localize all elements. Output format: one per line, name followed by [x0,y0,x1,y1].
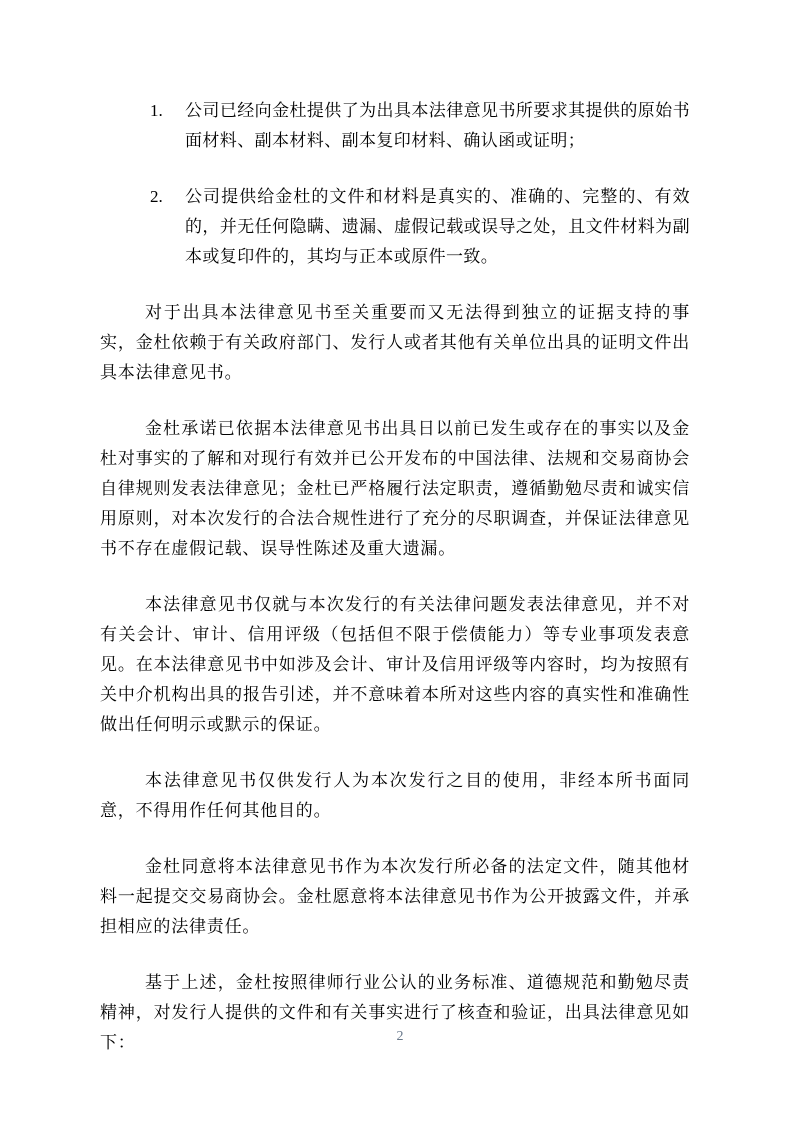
list-item-text: 公司已经向金杜提供了为出具本法律意见书所要求其提供的原始书面材料、副本材料、副本复印材料、确认函或证明； [185,101,690,150]
list-item-number: 1. [150,101,163,120]
document-body [100,96,690,1084]
list-item-text: 公司提供给金杜的文件和材料是真实的、准确的、完整的、有效的，并无任何隐瞒、遗漏、虚假记载或误导之处，且文件材料为副本或复印件的，其均与正本或原件一致。 [185,187,690,266]
numbered-list-item-1 [100,96,690,156]
body-paragraph-conclusion-intro: 基于上述，金杜按照律师行业公认的业务标准、道德规范和勤勉尽责精神，对发行人提供的文件和有关事实进行了核查和验证，出具法律意见如下： [100,973,690,1052]
list-item-number: 2. [150,187,163,206]
body-paragraph-submission-consent: 金杜同意将本法律意见书作为本次发行所必备的法定文件，随其他材料一起提交交易商协会。金杜愿意将本法律意见书作为公开披露文件，并承担相应的法律责任。 [100,857,690,936]
body-paragraph-reliance: 对于出具本法律意见书至关重要而又无法得到独立的证据支持的事实，金杜依赖于有关政府部门、发行人或者其他有关单位出具的证明文件出具本法律意见书。 [100,303,690,382]
body-paragraph-undertaking: 金杜承诺已依据本法律意见书出具日以前已发生或存在的事实以及金杜对事实的了解和对现行有效并已公开发布的中国法律、法规和交易商协会自律规则发表法律意见；金杜已严格履行法定职责，遵循勤勉尽责和诚实信用原则，对本次发行的合法合规性进行了充分的尽职调查，并保证法律意见书不存在虚假记载、误导性陈述及重大遗漏。 [100,419,690,558]
body-paragraph-purpose-restriction: 本法律意见书仅供发行人为本次发行之目的使用，非经本所书面同意，不得用作任何其他目的。 [100,771,690,820]
page-number: 2 [396,1029,404,1044]
numbered-list-item-2 [100,182,690,272]
body-paragraph-scope-limitation: 本法律意见书仅就与本次发行的有关法律问题发表法律意见，并不对有关会计、审计、信用评级（包括但不限于偿债能力）等专业事项发表意见。在本法律意见书中如涉及会计、审计及信用评级等内容时，均为按照有关中介机构出具的报告引述，并不意味着本所对这些内容的真实性和准确性做出任何明示或默示的保证。 [100,595,690,734]
